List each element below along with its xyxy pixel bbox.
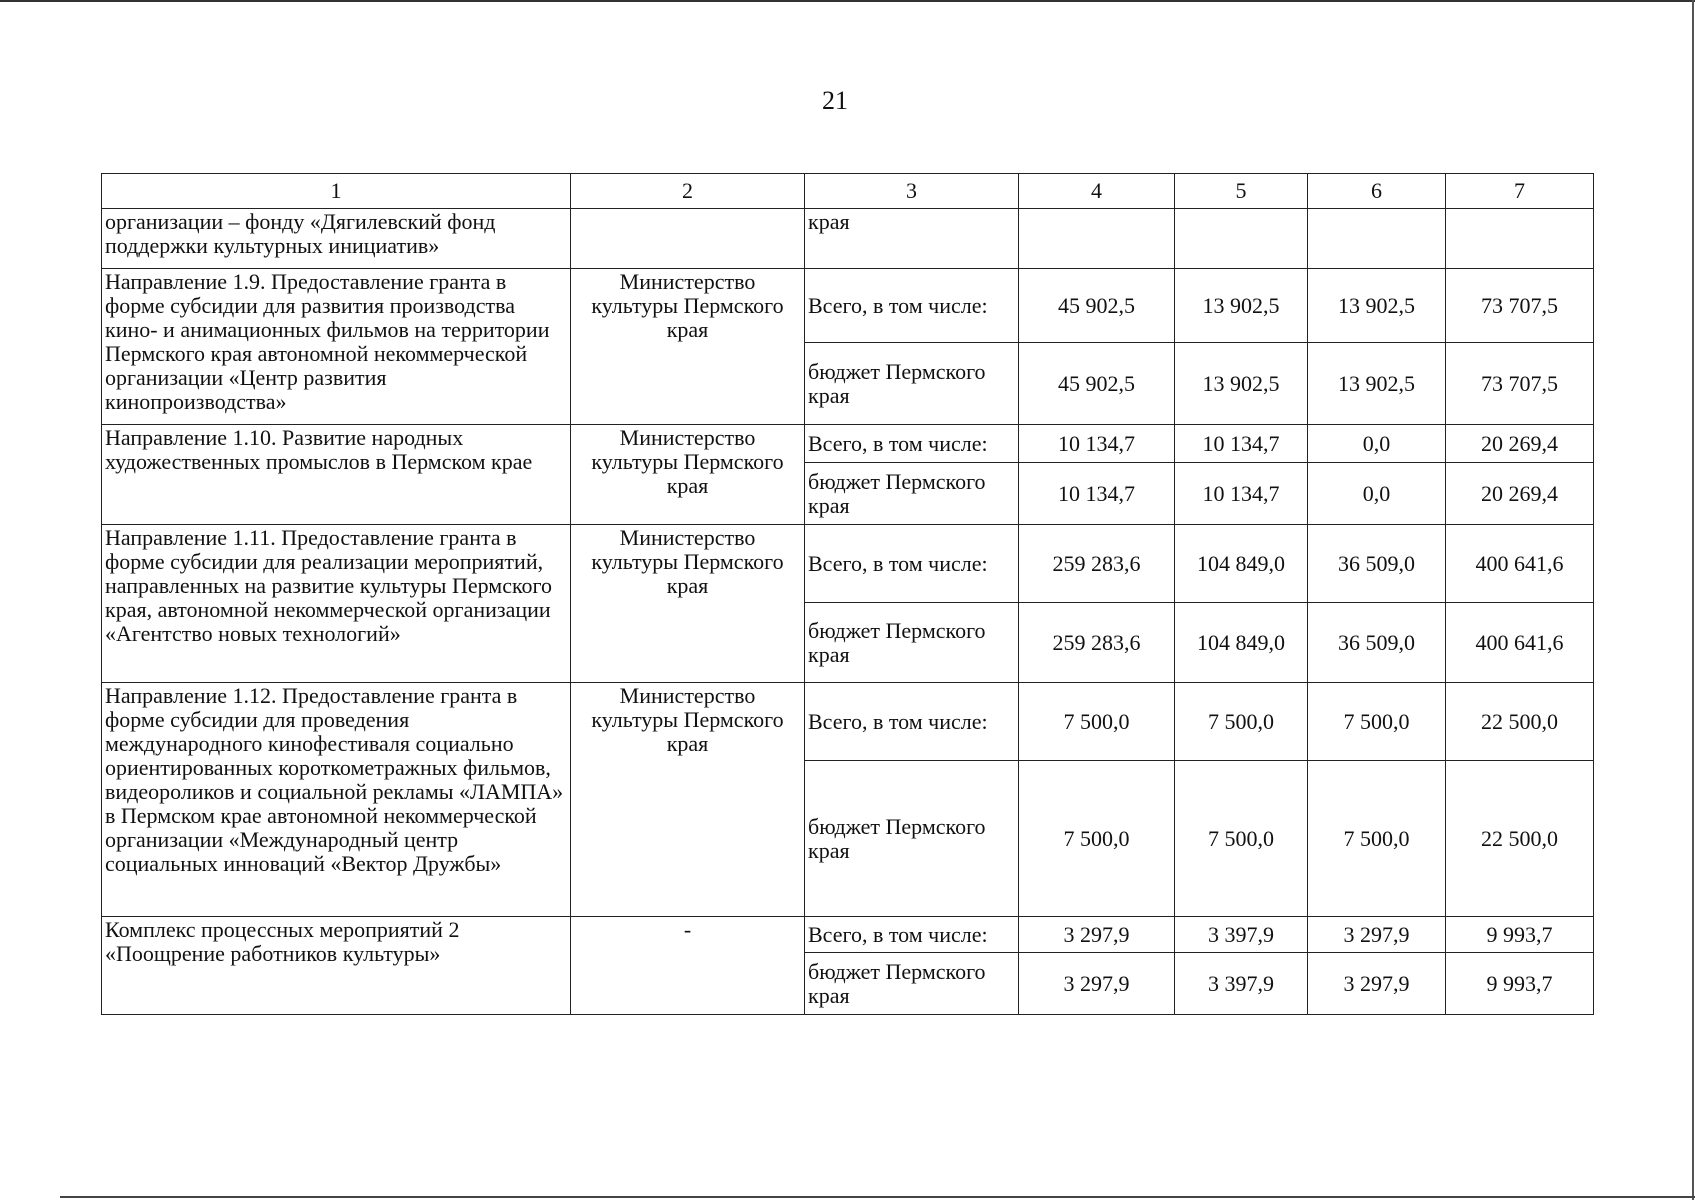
table-row [102, 269, 1594, 343]
value-cell: 259 283,6 [1019, 525, 1175, 603]
value-cell: 400 641,6 [1446, 525, 1594, 603]
header-cell-4: 4 [1019, 174, 1175, 209]
value-cell: 13 902,5 [1308, 269, 1446, 343]
table-row-continuation [102, 209, 1594, 269]
table-row [102, 683, 1594, 761]
header-cell-2: 2 [571, 174, 805, 209]
value-cell: 20 269,4 [1446, 463, 1594, 525]
value-cell [1308, 209, 1446, 269]
funding-source-cell: Всего, в том числе: [805, 425, 1019, 463]
value-cell: 45 902,5 [1019, 269, 1175, 343]
funding-source-cell: бюджет Пермского края [805, 953, 1019, 1015]
value-cell: 13 902,5 [1308, 343, 1446, 425]
header-cell-3: 3 [805, 174, 1019, 209]
value-cell: 45 902,5 [1019, 343, 1175, 425]
value-cell: 7 500,0 [1175, 761, 1308, 917]
value-cell: 3 297,9 [1308, 953, 1446, 1015]
measure-name-cell: Направление 1.12. Предоставление гранта в форме субсидии для проведения международного кинофестиваля социально ориентированных короткометражных фильмов, видеороликов и социальной рекламы «ЛАМПА» в Пермском крае автономной некоммерческой организации «Международный центр социальных инноваций «Вектор Дружбы» [102, 683, 571, 917]
value-cell: 13 902,5 [1175, 343, 1308, 425]
value-cell: 73 707,5 [1446, 269, 1594, 343]
value-cell: 7 500,0 [1019, 683, 1175, 761]
value-cell: 22 500,0 [1446, 683, 1594, 761]
funding-source-cell: бюджет Пермского края [805, 343, 1019, 425]
funding-source-cell: бюджет Пермского края [805, 761, 1019, 917]
value-cell: 9 993,7 [1446, 917, 1594, 953]
responsible-cell: Министерство культуры Пермского края [571, 525, 805, 683]
value-cell: 10 134,7 [1019, 425, 1175, 463]
value-cell: 7 500,0 [1019, 761, 1175, 917]
measure-name-cell: Направление 1.10. Развитие народных художественных промыслов в Пермском крае [102, 425, 571, 525]
table-row [102, 425, 1594, 463]
scan-edge-bottom [60, 1196, 1695, 1198]
scan-edge-top [0, 0, 1695, 2]
header-cell-5: 5 [1175, 174, 1308, 209]
responsible-cell: Министерство культуры Пермского края [571, 425, 805, 525]
responsible-cell: - [571, 917, 805, 1015]
value-cell: 3 297,9 [1019, 953, 1175, 1015]
value-cell: 10 134,7 [1175, 463, 1308, 525]
measure-name-cell: организации – фонду «Дягилевский фонд поддержки культурных инициатив» [102, 209, 571, 269]
table-row [102, 917, 1594, 953]
funding-source-cell: Всего, в том числе: [805, 269, 1019, 343]
value-cell: 7 500,0 [1175, 683, 1308, 761]
value-cell: 73 707,5 [1446, 343, 1594, 425]
page-number: 21 [822, 86, 848, 115]
funding-source-cell: края [805, 209, 1019, 269]
responsible-cell: Министерство культуры Пермского края [571, 683, 805, 917]
value-cell: 3 397,9 [1175, 917, 1308, 953]
value-cell: 36 509,0 [1308, 603, 1446, 683]
value-cell: 7 500,0 [1308, 761, 1446, 917]
value-cell: 36 509,0 [1308, 525, 1446, 603]
funding-source-cell: бюджет Пермского края [805, 463, 1019, 525]
value-cell [1175, 209, 1308, 269]
funding-source-cell: Всего, в том числе: [805, 917, 1019, 953]
value-cell: 7 500,0 [1308, 683, 1446, 761]
responsible-cell: Министерство культуры Пермского края [571, 269, 805, 425]
table-row [102, 525, 1594, 603]
value-cell: 22 500,0 [1446, 761, 1594, 917]
value-cell: 259 283,6 [1019, 603, 1175, 683]
funding-table [101, 173, 1594, 1015]
value-cell: 10 134,7 [1175, 425, 1308, 463]
measure-name-cell: Направление 1.9. Предоставление гранта в форме субсидии для развития производства кино- и анимационных фильмов на территории Пермского края автономной некоммерческой организации «Центр развития кинопроизводства» [102, 269, 571, 425]
value-cell: 10 134,7 [1019, 463, 1175, 525]
funding-source-cell: Всего, в том числе: [805, 683, 1019, 761]
header-row [102, 174, 1594, 209]
value-cell: 0,0 [1308, 425, 1446, 463]
value-cell: 13 902,5 [1175, 269, 1308, 343]
header-cell-1: 1 [102, 174, 571, 209]
value-cell: 20 269,4 [1446, 425, 1594, 463]
value-cell [1446, 209, 1594, 269]
funding-source-cell: бюджет Пермского края [805, 603, 1019, 683]
value-cell: 3 297,9 [1308, 917, 1446, 953]
header-cell-6: 6 [1308, 174, 1446, 209]
measure-name-cell: Комплекс процессных мероприятий 2 «Поощрение работников культуры» [102, 917, 571, 1015]
value-cell: 9 993,7 [1446, 953, 1594, 1015]
value-cell: 104 849,0 [1175, 525, 1308, 603]
responsible-cell [571, 209, 805, 269]
value-cell: 3 397,9 [1175, 953, 1308, 1015]
value-cell: 3 297,9 [1019, 917, 1175, 953]
funding-source-cell: Всего, в том числе: [805, 525, 1019, 603]
header-cell-7: 7 [1446, 174, 1594, 209]
scan-edge-right [1692, 0, 1694, 1200]
value-cell: 104 849,0 [1175, 603, 1308, 683]
value-cell: 0,0 [1308, 463, 1446, 525]
measure-name-cell: Направление 1.11. Предоставление гранта в форме субсидии для реализации мероприятий, направленных на развитие культуры Пермского края, автономной некоммерческой организации «Агентство новых технологий» [102, 525, 571, 683]
value-cell [1019, 209, 1175, 269]
value-cell: 400 641,6 [1446, 603, 1594, 683]
